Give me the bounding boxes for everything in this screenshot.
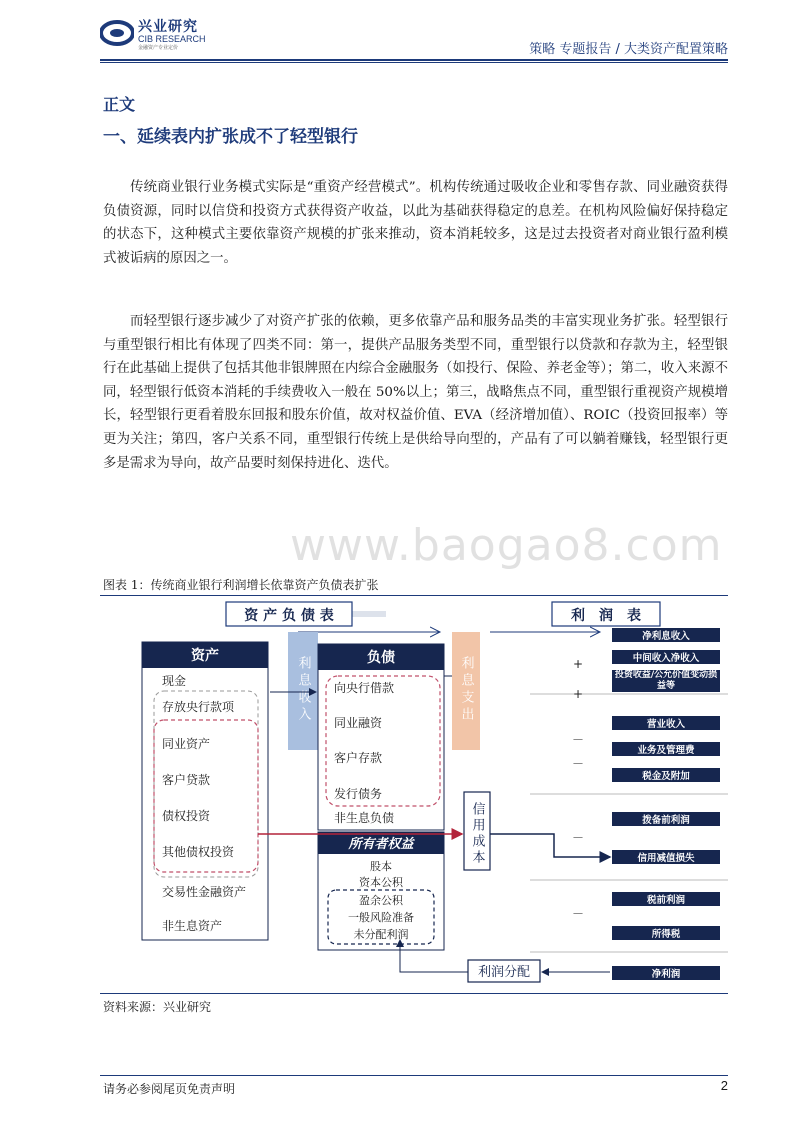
balance-sheet-income-diagram	[100, 596, 728, 992]
liability-item: 非生息负债	[334, 811, 395, 825]
interest-income-label: 利息收入	[295, 656, 311, 724]
page-number: 2	[720, 1078, 728, 1093]
figure-source: 资料来源：兴业研究	[103, 1000, 212, 1014]
liability-item: 同业融资	[334, 716, 383, 730]
main-heading: 正文	[103, 95, 136, 114]
income-item-investment: 投资收益/公允价值变动损益等	[612, 670, 720, 694]
header-divider-thin	[100, 62, 728, 63]
asset-item: 同业资产	[162, 737, 211, 751]
svg-text:税金及附加: 税金及附加	[642, 771, 690, 782]
operator-plus: +	[572, 657, 584, 671]
logo-chinese-name: 兴业研究	[138, 19, 198, 35]
equity-item: 未分配利润	[353, 928, 409, 941]
svg-text:信用减值损失: 信用减值损失	[637, 853, 695, 864]
credit-cost-to-impairment-arrow	[490, 834, 610, 857]
equity-item: 资本公积	[359, 876, 403, 889]
income-item-revenue	[612, 716, 720, 730]
svg-text:中间收入净收入: 中间收入净收入	[632, 653, 700, 664]
paragraph-1: 传统商业银行业务模式实际是“重资产经营模式”。机构传统通过吸收企业和零售存款、同业融资获得负债资源，同时以信贷和投资方式获得资产收益，以此为基础获得稳定的息差。在机构风险偏好保持稳定的状态下，这种模式主要依靠资产规模的扩张来推动，资本消耗较多，这是过去投资者对商业银行盈利模式被诟病的原因之一。	[103, 180, 728, 266]
svg-text:所得税: 所得税	[651, 929, 681, 940]
svg-text:净利息收入: 净利息收入	[642, 631, 690, 642]
assets-header-label: 资产	[191, 648, 219, 664]
cib-logo-icon	[100, 16, 134, 50]
equity-item: 盈余公积	[359, 894, 403, 907]
operator-minus: －	[571, 733, 585, 747]
operator-minus: －	[571, 831, 585, 845]
income-item-fee-income	[612, 650, 720, 664]
income-item-opex	[612, 742, 720, 756]
equity-item: 一般风险准备	[348, 911, 414, 924]
figure-bottom-rule	[100, 993, 728, 994]
equity-item: 股本	[370, 860, 392, 873]
logo-english-name: CIB RESEARCH	[138, 34, 206, 44]
report-category: 策略 专题报告 / 大类资产配置策略	[529, 42, 728, 57]
svg-text:营业收入: 营业收入	[646, 719, 686, 730]
liabilities-panel	[318, 644, 444, 830]
footer-disclaimer: 请务必参阅尾页免责声明	[103, 1082, 236, 1096]
operator-plus: +	[572, 687, 584, 701]
liabilities-header-label: 负债	[367, 650, 395, 666]
asset-item: 存放央行款项	[162, 700, 235, 714]
asset-item: 非生息资产	[162, 919, 223, 933]
income-item-net-interest	[612, 628, 720, 642]
logo-tagline: 金融资产专业定价	[138, 45, 179, 51]
credit-cost-label: 信用成本	[469, 802, 485, 866]
svg-text:净利润: 净利润	[651, 969, 681, 980]
asset-item: 其他债权投资	[162, 845, 235, 859]
svg-text:税前利润: 税前利润	[646, 895, 686, 906]
operator-minus: －	[571, 757, 585, 771]
income-item-taxes-surcharges	[612, 768, 720, 782]
footer-divider	[100, 1075, 728, 1076]
liability-item: 客户存款	[334, 751, 383, 765]
asset-item: 交易性金融资产	[162, 885, 247, 899]
balance-sheet-title: 资 产 负 债 表	[244, 608, 334, 624]
asset-item: 现金	[162, 674, 187, 688]
income-item-income-tax	[612, 926, 720, 940]
income-statement-title: 利 润 表	[571, 608, 641, 624]
header-divider	[100, 59, 728, 61]
asset-item: 客户贷款	[162, 773, 211, 787]
paragraph-2: 而轻型银行逐步减少了对资产扩张的依赖，更多依靠产品和服务品类的丰富实现业务扩张。轻型银行与重型银行相比有体现了四类不同：第一，提供产品服务类型不同，重型银行以贷款和存款为主，轻型银行在此基础上提供了包括其他非银牌照在内综合金融服务（如投行、保险、养老金等）；第二，收入来源不同，轻型银行低资本消耗的手续费收入一般在 50%以上；第三，战略焦点不同，重型银行重视资产规模增长，轻型银行更看着股东回报和股东价值，故对权益价值、EVA（经济增加值）、ROIC（投资回报率）等更为关注；第四，客户关系不同，重型银行传统上是供给导向型的，产品有了可以躺着赚钱，轻型银行更多是需求为导向，故产品要时刻保持进化、迭代。	[103, 314, 728, 471]
svg-text:拨备前利润: 拨备前利润	[642, 815, 690, 826]
asset-item: 债权投资	[162, 809, 211, 823]
liability-item: 向央行借款	[334, 681, 395, 695]
income-item-pre-provision-profit	[612, 812, 720, 826]
svg-text:业务及管理费: 业务及管理费	[637, 745, 695, 756]
watermark: www.baogao8.com	[290, 520, 723, 571]
profit-distribution-label: 利润分配	[477, 965, 531, 980]
liability-item: 发行债务	[334, 787, 383, 801]
interest-expense-label: 利息支出	[458, 656, 474, 724]
section-heading: 一、延续表内扩张成不了轻型银行	[103, 127, 358, 147]
brand-logo	[100, 14, 225, 54]
income-item-net-profit	[612, 966, 720, 980]
operator-minus: －	[571, 907, 585, 921]
equity-header-label: 所有者权益	[348, 837, 414, 852]
income-item-pretax-profit	[612, 892, 720, 906]
income-item-credit-impairment	[612, 850, 720, 864]
figure-caption: 图表 1：传统商业银行利润增长依靠资产负债表扩张	[103, 578, 379, 592]
